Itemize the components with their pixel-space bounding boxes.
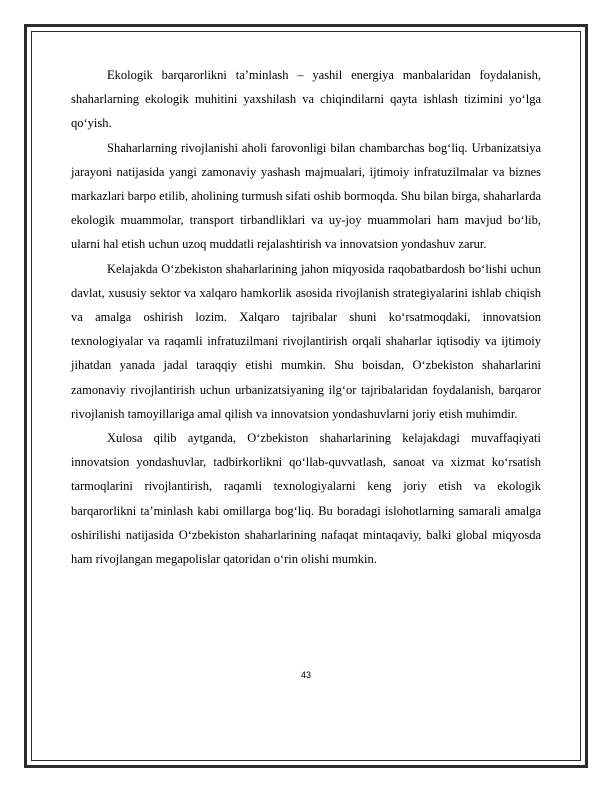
document-body bbox=[71, 63, 541, 571]
paragraph-urban-development: Shaharlarning rivojlanishi aholi farovonligi bilan chambarchas bog‘liq. Urbanizatsiya jarayoni natijasida yangi zamonaviy yashash majmualari, ijtimoiy infratuzilmalar va biznes markazlari barpo etilib, aholining turmush sifati oshib bormoqda. Shu bilan birga, shaharlarda ekologik muammolar, transport tirbandliklari va uy-joy muammolari ham mavjud bo‘lib, ularni hal etish uchun uzoq muddatli rejalashtirish va innovatsion yondashuv zarur. bbox=[71, 140, 541, 252]
paragraph-conclusion: Xulosa qilib aytganda, O‘zbekiston shaharlarining kelajakdagi muvaffaqiyati innovatsion yondashuvlar, tadbirkorlikni qo‘llab-quvvatlash, sanoat va xizmat ko‘rsatish tarmoqlarini rivojlantirish, raqamli texnologiyalarni keng joriy etish va ekologik barqarorlikni ta’minlash kabi omillarga bog‘liq. Bu boradagi islohotlarning samarali amalga oshirilishi natijasida O‘zbekiston shaharlarining nafaqat mintaqaviy, balki global miqyosda ham rivojlangan megapolislar qatoridan o‘rin olishi mumkin. bbox=[71, 431, 541, 567]
page-number: 43 bbox=[300, 670, 311, 680]
paragraph-future-strategy: Kelajakda O‘zbekiston shaharlarining jahon miqyosida raqobatbardosh bo‘lishi uchun davlat, xususiy sektor va xalqaro hamkorlik asosida rivojlanish strategiyalarini ishlab chiqish va amalga oshirish lozim. Xalqaro tajribalar shuni ko‘rsatmoqdaki, innovatsion texnologiyalar va raqamli infratuzilmani rivojlantirish orqali shaharlar iqtisodiy va ijtimoiy jihatdan yanada jadal taraqqiy etishi mumkin. Shu boisdan, O‘zbekiston shaharlarini zamonaviy rivojlantirish uchun urbanizatsiyaning ilg‘or tajribalaridan foydalanish, barqaror rivojlanish tamoyillariga amal qilish va innovatsion yondashuvlarni joriy etish muhimdir. bbox=[71, 261, 541, 421]
paragraph-ecological-sustainability: Ekologik barqarorlikni ta’minlash – yashil energiya manbalaridan foydalanish, shaharlarning ekologik muhitini yaxshilash va chiqindilarni qayta ishlash tizimini yo‘lga qo‘yish. bbox=[71, 68, 541, 131]
